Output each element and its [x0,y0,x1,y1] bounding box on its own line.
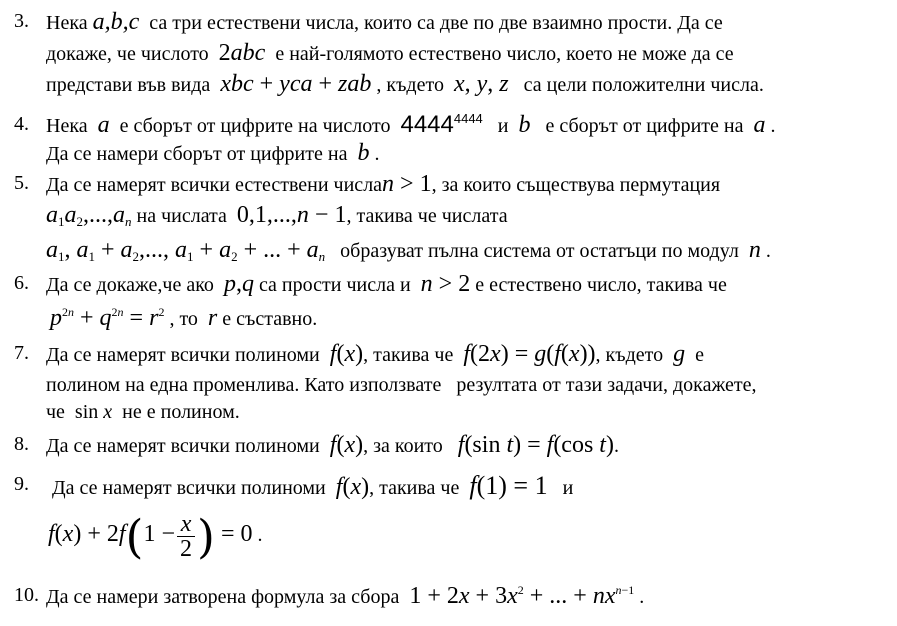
problem-line: $p^{2n} + q^{2n} = r^2$ , то r е съставно. [50,305,318,331]
problem-number: 5. [14,172,29,194]
problem-line: Да се намерят всички полиноми f(x), такива че f(1) = 1 и [52,471,574,500]
problem-line: докаже, че числото 2abc е най-голямото естествено число, което не може да се [46,40,734,66]
problem-line: Да се намерят всички полиноми f(x), за които f(sin t) = f(cos t). [46,432,619,458]
problem-number: 3. [14,10,29,32]
problem-line: Да се намерят всички естествени числаn > 1, за които съществува пермутация [46,171,721,197]
problem-line: $a_1a_2,...,a_n$ на числата 0,1,...,n − 1, такива че числата [46,202,508,229]
problem-line: $a_1$, $a_1 + a_2$,..., $a_1 + a_2$ + ... + $a_n$ образуват пълна система от остатъци по модул n . [46,237,771,264]
problem-line: Да се намерят всички полиноми f(x), такива че f(2x) = g(f(x)), където g е [46,341,705,367]
problem-line: Да се докаже,че ако p,q са прости числа и n > 2 е естествено число, такива че [46,271,727,297]
problem-line: Нека a,b,c са три естествени числа, които са две по две взаимно прости. Да се [46,9,723,35]
problem-number: 4. [14,113,29,135]
problem-line: представи във вида xbc + yca + zab , където x, y, z са цели положителни числа. [46,71,764,97]
problem-number: 7. [14,342,29,364]
problem-line: Нека a е сборът от цифрите на числото $4444^{4444}$ и b е сборът от цифрите на a . [46,111,776,138]
problem-number: 6. [14,272,29,294]
problem-line: Да се намери сборът от цифрите на b . [46,140,380,166]
problem-line: полином на една променлива. Като използвате резултата от тази задачи, докажете, [46,374,757,396]
problem-line: че sin x не е полином. [46,401,240,423]
problem-number: 9. [14,473,29,495]
problem-line: f(x) + 2f(1 − $\frac{x}{2}$ ) = 0 . [48,509,263,564]
problem-number: 8. [14,433,29,455]
problem-number: 10. [14,584,39,606]
problem-line: Да се намери затворена формула за сбора $1 + 2x + 3x^2$ + ... + $nx^{n-1}$ . [46,583,645,609]
